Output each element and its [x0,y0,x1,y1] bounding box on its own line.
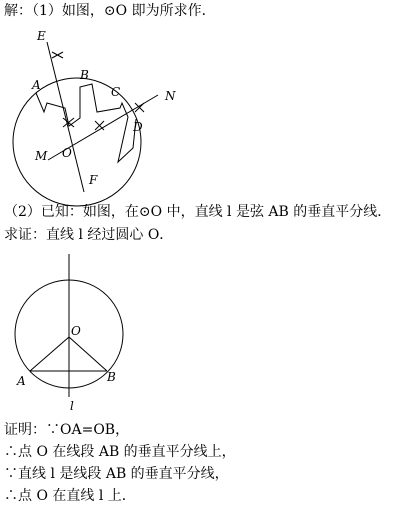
line-ef [47,42,84,192]
label-e: E [37,29,46,43]
label-o: O [62,146,72,160]
label-l: l [70,399,74,413]
proof-line-1: 证明：∵OA=OB， [4,422,130,438]
proof-line-4: ∴点 O 在直线 l 上． [4,488,136,504]
label-b: B [80,68,89,82]
proof-line-3: ∵直线 l 是线段 AB 的垂直平分线， [4,466,229,482]
label-a-2: A [17,374,26,388]
label-m: M [35,149,48,163]
label-b-2: B [107,370,116,384]
label-d: D [133,120,143,134]
proof-line-2: ∴点 O 在线段 AB 的垂直平分线上， [4,444,236,460]
segment-ob [69,337,107,371]
solution-line: 解：（1）如图，⊙O 即为所求作． [4,3,216,19]
label-n: N [165,89,176,103]
known-line: （2）已知：如图，在⊙O 中，直线 l 是弦 AB 的垂直平分线． [4,204,392,220]
figure-2-labels [16,324,116,413]
prove-line: 求证：直线 l 经过圆心 O． [4,227,174,243]
label-c: C [111,85,121,99]
segment-oa [30,337,69,371]
label-f: F [89,173,98,187]
label-a: A [32,78,41,92]
label-o-2: O [71,324,81,338]
circle-o [13,78,141,206]
